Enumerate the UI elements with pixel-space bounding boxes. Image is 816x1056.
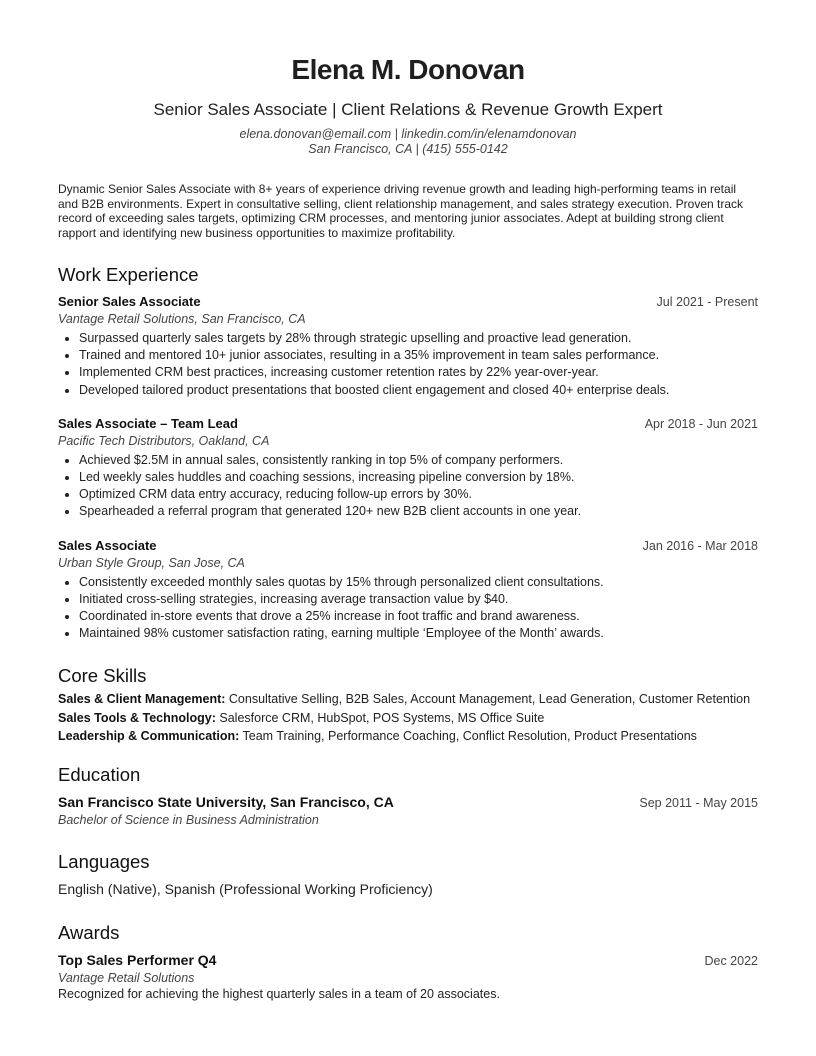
job-dates: Jul 2021 - Present xyxy=(656,295,758,309)
skill-group-value: Team Training, Performance Coaching, Conflict Resolution, Product Presentations xyxy=(242,729,697,744)
list-item: • Led weekly sales huddles and coaching sessions, increasing pipeline conversion by 18%. xyxy=(79,469,758,486)
job-bullets xyxy=(58,452,758,521)
list-item: • Achieved $2.5M in annual sales, consistently ranking in top 5% of company performers. xyxy=(79,452,758,469)
contact-location-phone: San Francisco, CA | (415) 555-0142 xyxy=(308,142,508,156)
education-dates: Sep 2011 - May 2015 xyxy=(639,795,758,810)
work-experience-section xyxy=(58,264,758,642)
skill-group-value: Consultative Selling, B2B Sales, Account Management, Lead Generation, Customer Retention xyxy=(228,692,751,707)
job-dates: Apr 2018 - Jun 2021 xyxy=(644,416,758,431)
list-item: • Initiated cross-selling strategies, increasing average transaction value by $40. xyxy=(79,591,758,608)
candidate-name: Elena M. Donovan xyxy=(291,54,525,85)
list-item: • Optimized CRM data entry accuracy, reducing follow-up errors by 30%. xyxy=(79,486,758,503)
job-title: Senior Sales Associate xyxy=(58,294,201,309)
skill-group xyxy=(58,729,758,744)
job-company: Urban Style Group, San Jose, CA xyxy=(58,555,245,570)
job-company: Pacific Tech Distributors, Oakland, CA xyxy=(58,433,270,448)
job-title: Sales Associate xyxy=(58,537,157,553)
list-item: • Spearheaded a referral program that generated 120+ new B2B client accounts in one year. xyxy=(79,503,758,520)
languages-text: English (Native), Spanish (Professional Working Proficiency) xyxy=(58,880,433,897)
list-item: • Maintained 98% customer satisfaction rating, earning multiple ‘Employee of the Month’ awards. xyxy=(79,625,758,642)
skill-group-label: Leadership & Communication: xyxy=(58,729,240,744)
professional-summary: Dynamic Senior Sales Associate with 8+ years of experience driving revenue growth and leading high-performing teams in retail and B2B environments. Expert in consultative selling, client relationship management, and sales strategy execution. Proven track record of exceeding sales targets, optimizing CRM processes, and mentoring junior associates. Adept at building strong client rapport and identifying new business opportunities to maximize profitability. xyxy=(58,182,744,240)
award-date: Dec 2022 xyxy=(704,953,758,968)
awards-section xyxy=(58,922,758,1002)
skill-group-value: Salesforce CRM, HubSpot, POS Systems, MS Office Suite xyxy=(219,710,545,725)
contact-email-linkedin: elena.donovan@email.com | linkedin.com/in/elenamdonovan xyxy=(239,127,577,141)
section-title-core-skills: Core Skills xyxy=(58,665,147,687)
job-entry xyxy=(58,415,758,521)
award-entry xyxy=(58,952,758,1002)
job-dates: Jan 2016 - Mar 2018 xyxy=(642,538,758,553)
list-item: • Implemented CRM best practices, increasing customer retention rates by 22% year-over-year. xyxy=(79,364,758,381)
degree: Bachelor of Science in Business Administration xyxy=(58,812,319,827)
education-section xyxy=(58,764,758,829)
skill-group-label: Sales Tools & Technology: xyxy=(58,710,216,725)
job-bullets xyxy=(58,574,758,643)
award-title: Top Sales Performer Q4 xyxy=(58,951,217,968)
section-title-education: Education xyxy=(58,763,141,785)
school-name: San Francisco State University, San Francisco, CA xyxy=(58,793,394,810)
list-item: • Consistently exceeded monthly sales quotas by 15% through personalized client consultations. xyxy=(79,574,758,591)
section-title-work-experience: Work Experience xyxy=(58,264,199,285)
headline: Senior Sales Associate | Client Relations & Revenue Growth Expert xyxy=(153,100,663,119)
job-company: Vantage Retail Solutions, San Francisco, CA xyxy=(58,312,306,326)
languages-section xyxy=(58,851,758,898)
list-item: • Coordinated in-store events that drove a 25% increase in foot traffic and brand awareness. xyxy=(79,608,758,625)
job-title: Sales Associate – Team Lead xyxy=(58,415,238,431)
job-entry xyxy=(58,537,758,643)
core-skills-section xyxy=(58,665,758,744)
job-entry xyxy=(58,293,758,399)
skill-group-label: Sales & Client Management: xyxy=(58,692,226,707)
award-organization: Vantage Retail Solutions xyxy=(58,970,195,985)
skill-group xyxy=(58,711,758,726)
award-description: Recognized for achieving the highest quarterly sales in a team of 20 associates. xyxy=(58,986,500,1001)
list-item: • Developed tailored product presentations that boosted client engagement and closed 40+ enterprise deals. xyxy=(79,382,758,399)
skill-group xyxy=(58,692,758,707)
section-title-languages: Languages xyxy=(58,850,150,872)
list-item: • Trained and mentored 10+ junior associates, resulting in a 35% improvement in team sales performance. xyxy=(79,347,758,364)
section-title-awards: Awards xyxy=(58,921,120,943)
list-item: • Surpassed quarterly sales targets by 28% through strategic upselling and proactive lead generation. xyxy=(79,330,758,347)
job-bullets xyxy=(58,330,758,399)
